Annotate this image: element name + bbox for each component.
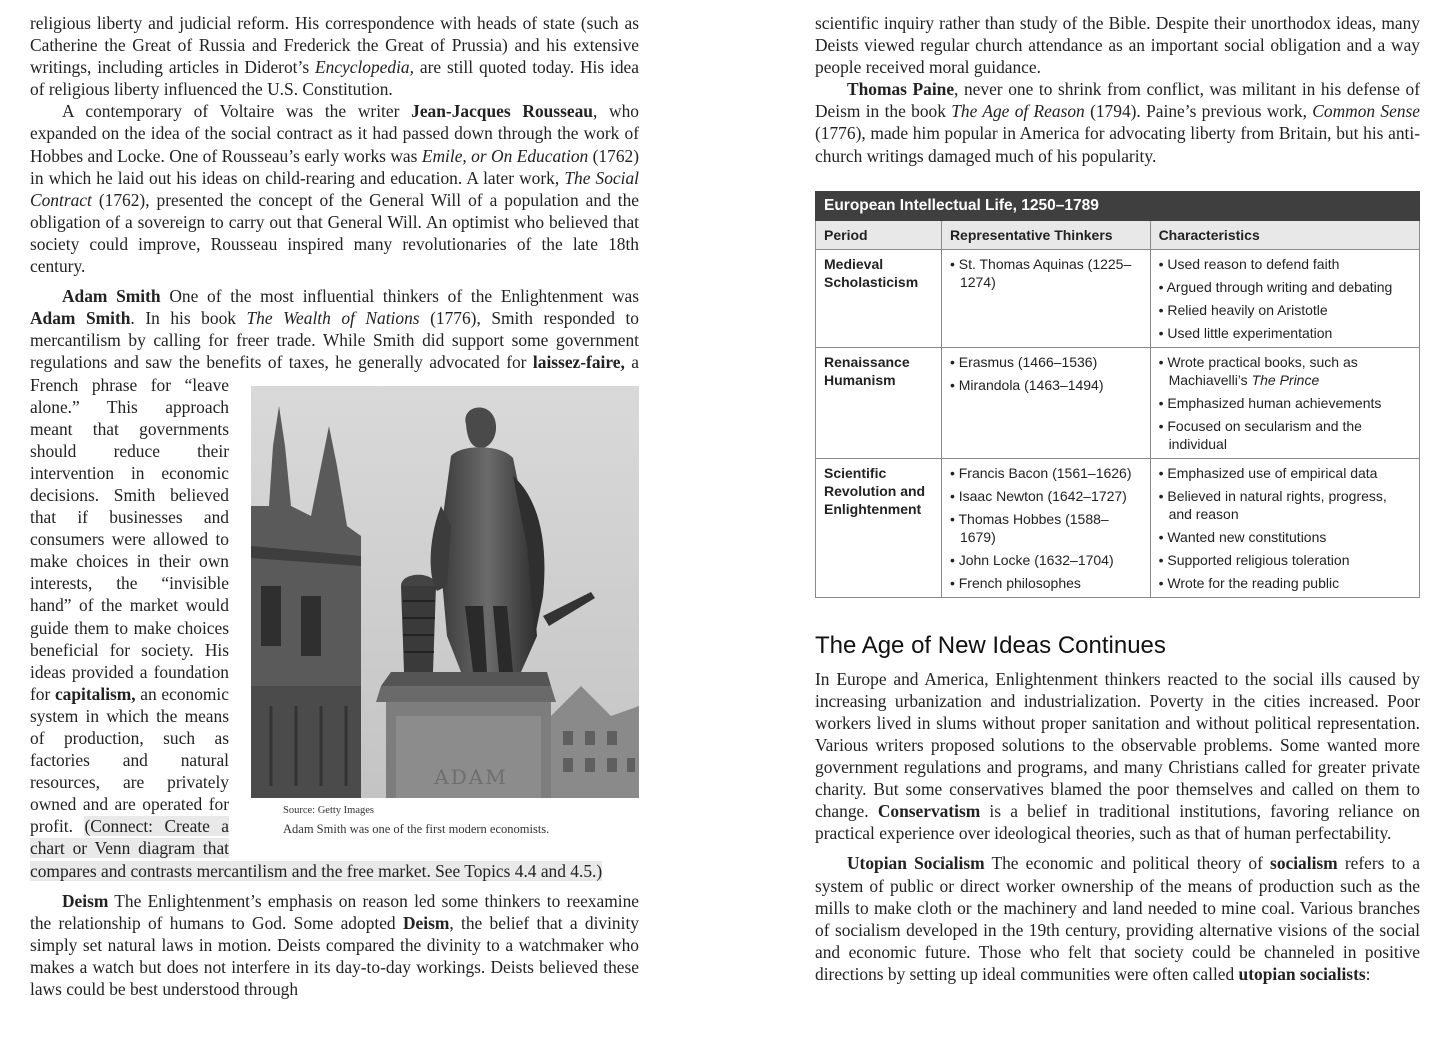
characteristic-text: Believed in natural rights, progress, and reason bbox=[1167, 487, 1387, 522]
text-run: (1762), presented the concept of the General Will of a population and the obligation of a sovereign to carry out that General Will. An optimist who believed that society could improve, Rousseau inspired many revolutionaries of the late 18th century. bbox=[30, 189, 639, 277]
characteristics-cell bbox=[1150, 458, 1419, 597]
thinker-text: Thomas Hobbes (1588–1679) bbox=[958, 510, 1109, 545]
characteristic-text: Wanted new constitutions bbox=[1167, 528, 1327, 545]
text-run: (1776), made him popular in America for advocating liberty from Britain, but his anti-church writings damaged much of his popularity. bbox=[815, 123, 1420, 166]
key-term: utopian socialists bbox=[1238, 963, 1366, 984]
characteristic-text: Emphasized human achievements bbox=[1167, 394, 1382, 411]
paragraph-adam-smith bbox=[30, 285, 639, 882]
text-run: . In his book bbox=[130, 308, 247, 329]
right-column bbox=[815, 12, 1420, 985]
key-term: laissez-faire, bbox=[532, 352, 625, 373]
period-cell: Scientific Revolution and Enlightenment bbox=[816, 458, 942, 597]
table-header-thinkers: Representative Thinkers bbox=[941, 220, 1150, 249]
characteristics-cell bbox=[1150, 347, 1419, 458]
thinker-text: Mirandola (1463–1494) bbox=[958, 376, 1104, 393]
characteristic-item: • Supported religious toleration bbox=[1158, 551, 1350, 568]
characteristic-item: • Wrote practical books, such as Machiavelli’s The Prince bbox=[1158, 353, 1358, 388]
text-run: religious liberty and judicial reform. His correspondence with heads of state (such as Catherine the Great of Russia and Frederick the Great of Prussia) and his extensive writings, including articles in Diderot’s bbox=[30, 13, 639, 78]
thinkers-cell bbox=[941, 249, 1150, 347]
paragraph-utopian-socialism bbox=[815, 852, 1420, 985]
text-run: scientific inquiry rather than study of the Bible. Despite their unorthodox ideas, many Deists viewed regular church attendance as an important social obligation and a way people received moral guidance. bbox=[815, 13, 1420, 78]
text-run: In Europe and America, Enlightenment thinkers reacted to the social ills caused by increasing urbanization and industrialization. Poverty in the cities increased. Poor workers lived in slums without proper sanitation and without political representation. Various writers proposed solutions to the observable problems. Some wanted more government regulations and programs, and many Christians called for greater private charity. But some conservatives blamed the poor themselves and called on them to change. bbox=[815, 668, 1420, 822]
text-run: One of the most influential thinkers of the Enlightenment was bbox=[160, 286, 639, 307]
characteristic-item: • Focused on secularism and the individual bbox=[1158, 417, 1362, 452]
text-run: The economic and political theory of bbox=[984, 853, 1271, 874]
thinker-item: • Thomas Hobbes (1588–1679) bbox=[949, 510, 1109, 545]
key-term: Adam Smith bbox=[30, 308, 131, 329]
text-run: The Enlightenment’s emphasis on reason led some thinkers to reexamine the relationship of humans to God. Some adopted bbox=[30, 890, 639, 933]
text-run: A contemporary of Voltaire was the writer bbox=[62, 101, 412, 122]
statue-photo bbox=[251, 386, 639, 798]
characteristic-text: Argued through writing and debating bbox=[1166, 278, 1393, 295]
characteristic-text: Used reason to defend faith bbox=[1167, 255, 1340, 272]
text-run: (1762) in which he laid out his ideas on child-rearing and education. A later work, bbox=[30, 145, 640, 188]
left-column bbox=[30, 12, 639, 1000]
table-row bbox=[816, 249, 1420, 347]
thinkers-cell bbox=[941, 347, 1150, 458]
characteristic-item: • Believed in natural rights, progress, and reason bbox=[1158, 487, 1387, 522]
thinker-item: • Francis Bacon (1561–1626) bbox=[949, 464, 1132, 481]
thinker-text: Francis Bacon (1561–1626) bbox=[958, 464, 1132, 481]
plinth-inscription: ADAM bbox=[434, 764, 508, 789]
section-heading: The Age of New Ideas Continues bbox=[815, 631, 1166, 659]
characteristic-item: • Emphasized use of empirical data bbox=[1158, 464, 1378, 481]
table-title: European Intellectual Life, 1250–1789 bbox=[816, 191, 1420, 220]
characteristic-item: • Used little experimentation bbox=[1158, 324, 1333, 341]
characteristic-text: Wrote for the reading public bbox=[1167, 574, 1340, 591]
figure-caption: Adam Smith was one of the first modern economists. bbox=[283, 821, 550, 836]
book-title: The Age of Reason bbox=[951, 101, 1085, 122]
characteristic-text: Supported religious toleration bbox=[1167, 551, 1350, 568]
paragraph-deism-cont bbox=[815, 12, 1420, 78]
book-title: The Social Contract bbox=[30, 167, 640, 210]
table-row bbox=[816, 347, 1420, 458]
table-header-period: Period bbox=[816, 220, 942, 249]
thinkers-cell bbox=[941, 458, 1150, 597]
text-run: , the belief that a divinity simply set natural laws in motion. Deists compared the divinity to a watchmaker who makes a watch but does not interfere in its day-to-day workings. Deists believed these laws could be best understood through bbox=[30, 912, 639, 1000]
characteristic-item: • Emphasized human achievements bbox=[1158, 394, 1382, 411]
characteristic-text: Used little experimentation bbox=[1167, 324, 1333, 341]
thinker-item: • Mirandola (1463–1494) bbox=[949, 376, 1104, 393]
characteristic-item: • Wrote for the reading public bbox=[1158, 574, 1340, 591]
paragraph-deism bbox=[30, 890, 639, 1000]
book-title: Emile, or On Education bbox=[421, 145, 589, 166]
key-term: Thomas Paine bbox=[847, 79, 955, 100]
characteristics-cell bbox=[1150, 249, 1419, 347]
book-title: The Wealth of Nations bbox=[246, 308, 420, 329]
subheading-deism: Deism bbox=[62, 890, 109, 911]
paragraph-voltaire-end bbox=[30, 12, 639, 100]
intellectual-life-table bbox=[815, 191, 1420, 598]
subheading-adam-smith: Adam Smith bbox=[62, 286, 161, 307]
text-run: , who expanded on the idea of the social contract as it had passed down through the work of Hobbes and Locke. One of Rousseau’s early works was bbox=[30, 101, 639, 166]
thinker-item: • Erasmus (1466–1536) bbox=[949, 353, 1098, 370]
text-run: (1794). Paine’s previous work, bbox=[1084, 101, 1313, 122]
characteristic-item: • Wanted new constitutions bbox=[1158, 528, 1327, 545]
figure-source: Source: Getty Images bbox=[283, 804, 374, 816]
characteristic-item: • Used reason to defend faith bbox=[1158, 255, 1340, 272]
thinker-text: Isaac Newton (1642–1727) bbox=[958, 487, 1127, 504]
book-title: The Prince bbox=[1251, 371, 1320, 388]
key-term: Jean-Jacques Rousseau bbox=[411, 101, 593, 122]
thinker-item: • Isaac Newton (1642–1727) bbox=[949, 487, 1127, 504]
figure-adam-smith bbox=[251, 386, 639, 837]
text-run: an economic system in which the means of production, such as factories and natural resources, are privately owned and are operated for profit. bbox=[30, 683, 229, 837]
thinker-text: John Locke (1632–1704) bbox=[958, 551, 1114, 568]
table-header-characteristics: Characteristics bbox=[1150, 220, 1419, 249]
characteristic-text: Emphasized use of empirical data bbox=[1167, 464, 1378, 481]
connect-note: (Connect: Create a chart or Venn diagram that compares and contrasts mercantilism and the free market. See Topics 4.4 and 4.5.) bbox=[30, 816, 603, 881]
period-cell: Renaissance Humanism bbox=[816, 347, 942, 458]
key-term: capitalism, bbox=[54, 683, 136, 704]
thinker-text: French philosophes bbox=[958, 574, 1081, 591]
text-run: a French phrase for “leave alone.” This approach meant that governments should reduce their intervention in economic decisions. Smith believed that if businesses and consumers were allowed to make choices in their own interests, the “invisible hand” of the market would guide them to make choices beneficial for society. His ideas provided a foundation for bbox=[30, 352, 639, 704]
book-title: Common Sense bbox=[1312, 101, 1421, 122]
text-run: are still quoted today. His idea of religious liberty influenced the U.S. Constitution. bbox=[30, 57, 639, 100]
thinker-item: • French philosophes bbox=[949, 574, 1081, 591]
subheading-utopian-socialism: Utopian Socialism bbox=[847, 853, 985, 874]
book-title: Encyclopedia, bbox=[314, 57, 414, 78]
text-run: : bbox=[1365, 963, 1371, 984]
characteristic-item: • Argued through writing and debating bbox=[1158, 278, 1393, 295]
key-term: socialism bbox=[1270, 853, 1338, 874]
text-run: is a belief in traditional institutions, favoring reliance on practical experience over ideological theories, such as that of human perfectability. bbox=[815, 801, 1420, 844]
period-cell: Medieval Scholasticism bbox=[816, 249, 942, 347]
characteristic-item: • Relied heavily on Aristotle bbox=[1158, 301, 1328, 318]
text-run: refers to a system of public or direct worker ownership of the means of production such as the mills to make cloth or the machinery and land needed to mine coal. Various branches of socialism developed in the 19th century, providing alternative visions of the social and economic future. Those who felt that society could be channeled in positive directions by setting up ideal communities were often called bbox=[815, 853, 1420, 984]
characteristic-text: Focused on secularism and the individual bbox=[1167, 417, 1362, 452]
characteristic-text: Wrote practical books, such as Machiavelli’s The Prince bbox=[1167, 353, 1358, 388]
thinker-text: St. Thomas Aquinas (1225–1274) bbox=[958, 255, 1132, 290]
paragraph-rousseau bbox=[30, 100, 639, 277]
thinker-item: • St. Thomas Aquinas (1225–1274) bbox=[949, 255, 1132, 290]
key-term: Deism bbox=[402, 912, 450, 933]
characteristic-text: Relied heavily on Aristotle bbox=[1167, 301, 1328, 318]
text-run: , never one to shrink from conflict, was militant in his defense of Deism in the book bbox=[815, 79, 1420, 122]
table-row bbox=[816, 458, 1420, 597]
paragraph-paine bbox=[815, 78, 1420, 166]
text-run: (1776), Smith responded to mercantilism by calling for freer trade. While Smith did support some government regulations and saw the benefits of taxes, he generally advocated for bbox=[30, 308, 639, 373]
thinker-item: • John Locke (1632–1704) bbox=[949, 551, 1114, 568]
paragraph-new-ideas bbox=[815, 668, 1420, 845]
thinker-text: Erasmus (1466–1536) bbox=[958, 353, 1098, 370]
key-term: Conservatism bbox=[877, 801, 981, 822]
